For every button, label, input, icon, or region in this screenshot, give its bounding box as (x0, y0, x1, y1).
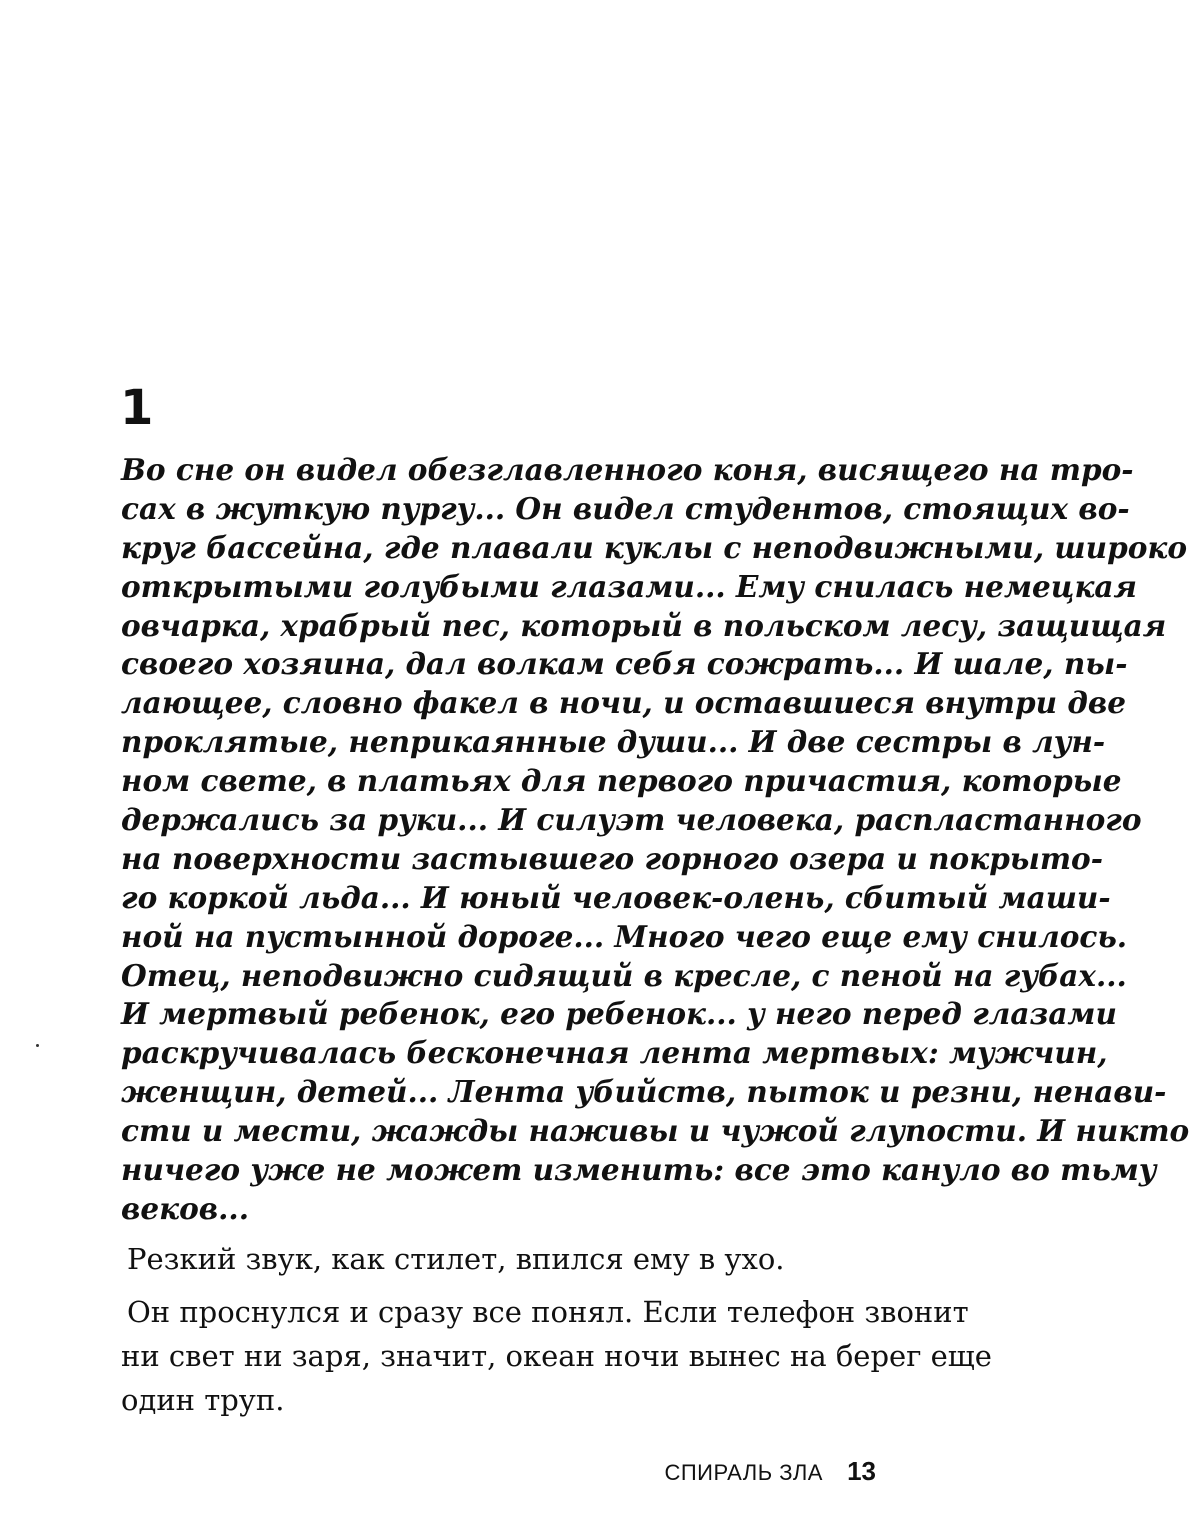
text-line: ной на пустынной дороге... Много чего еще ему снилось. (121, 918, 1128, 954)
text-line: ном свете, в платьях для первого причастия, которые (121, 763, 1122, 799)
text-line: держались за руки... И силуэт человека, распластанного (121, 802, 1142, 838)
chapter-number: 1 (120, 380, 154, 436)
text-line: веков... (121, 1190, 249, 1226)
text-line: открытыми голубыми глазами... Ему снилась немецкая (121, 568, 1138, 604)
text-line: на поверхности застывшего горного озера и покрыто- (121, 840, 1103, 876)
dream-paragraph (121, 452, 1189, 1230)
text-line: женщин, детей... Лента убийств, пыток и резни, ненави- (121, 1074, 1167, 1110)
page-footer (520, 1456, 876, 1487)
text-line: сти и мести, жажды наживы и чужой глупости. И никто (121, 1113, 1189, 1149)
text-line: го коркой льда... И юный человек-олень, сбитый маши- (121, 879, 1111, 915)
text-line: проклятые, неприкаянные души... И две сестры в лун- (121, 724, 1106, 760)
running-title: СПИРАЛЬ ЗЛА (664, 1460, 823, 1485)
text-line: И мертвый ребенок, его ребенок... у него перед глазами (121, 996, 1117, 1032)
paragraph-awakening (121, 1294, 992, 1427)
page-number: 13 (847, 1456, 876, 1486)
text-line: лающее, словно факел в ночи, и оставшиеся внутри две (121, 685, 1127, 721)
text-line: Во сне он видел обезглавленного коня, висящего на тро- (121, 452, 1134, 487)
text-line: круг бассейна, где плавали куклы с неподвижными, широко (121, 529, 1188, 565)
text-line: ничего уже не может изменить: все это кануло во тьму (121, 1152, 1157, 1188)
paragraph-awakening-sound (121, 1242, 874, 1286)
text-line: своего хозяина, дал волкам себя сожрать... И шале, пы- (121, 646, 1128, 682)
chapter-text (121, 452, 1189, 1427)
text-line: раскручивалась бесконечная лента мертвых: мужчин, (121, 1035, 1108, 1071)
text-line: ни свет ни заря, значит, океан ночи вынес на берег еще (121, 1338, 992, 1373)
scan-speck (36, 1044, 39, 1047)
text-line: Отец, неподвижно сидящий в кресле, с пеной на губах... (121, 957, 1127, 993)
text-line: Он проснулся и сразу все понял. Если телефон звонит (127, 1294, 969, 1329)
text-line: овчарка, храбрый пес, который в польском лесу, защищая (121, 607, 1167, 643)
text-line: сах в жуткую пургу... Он видел студентов, стоящих во- (121, 490, 1130, 526)
text-line: Резкий звук, как стилет, впился ему в ухо. (127, 1241, 785, 1276)
text-line: один труп. (121, 1382, 285, 1417)
